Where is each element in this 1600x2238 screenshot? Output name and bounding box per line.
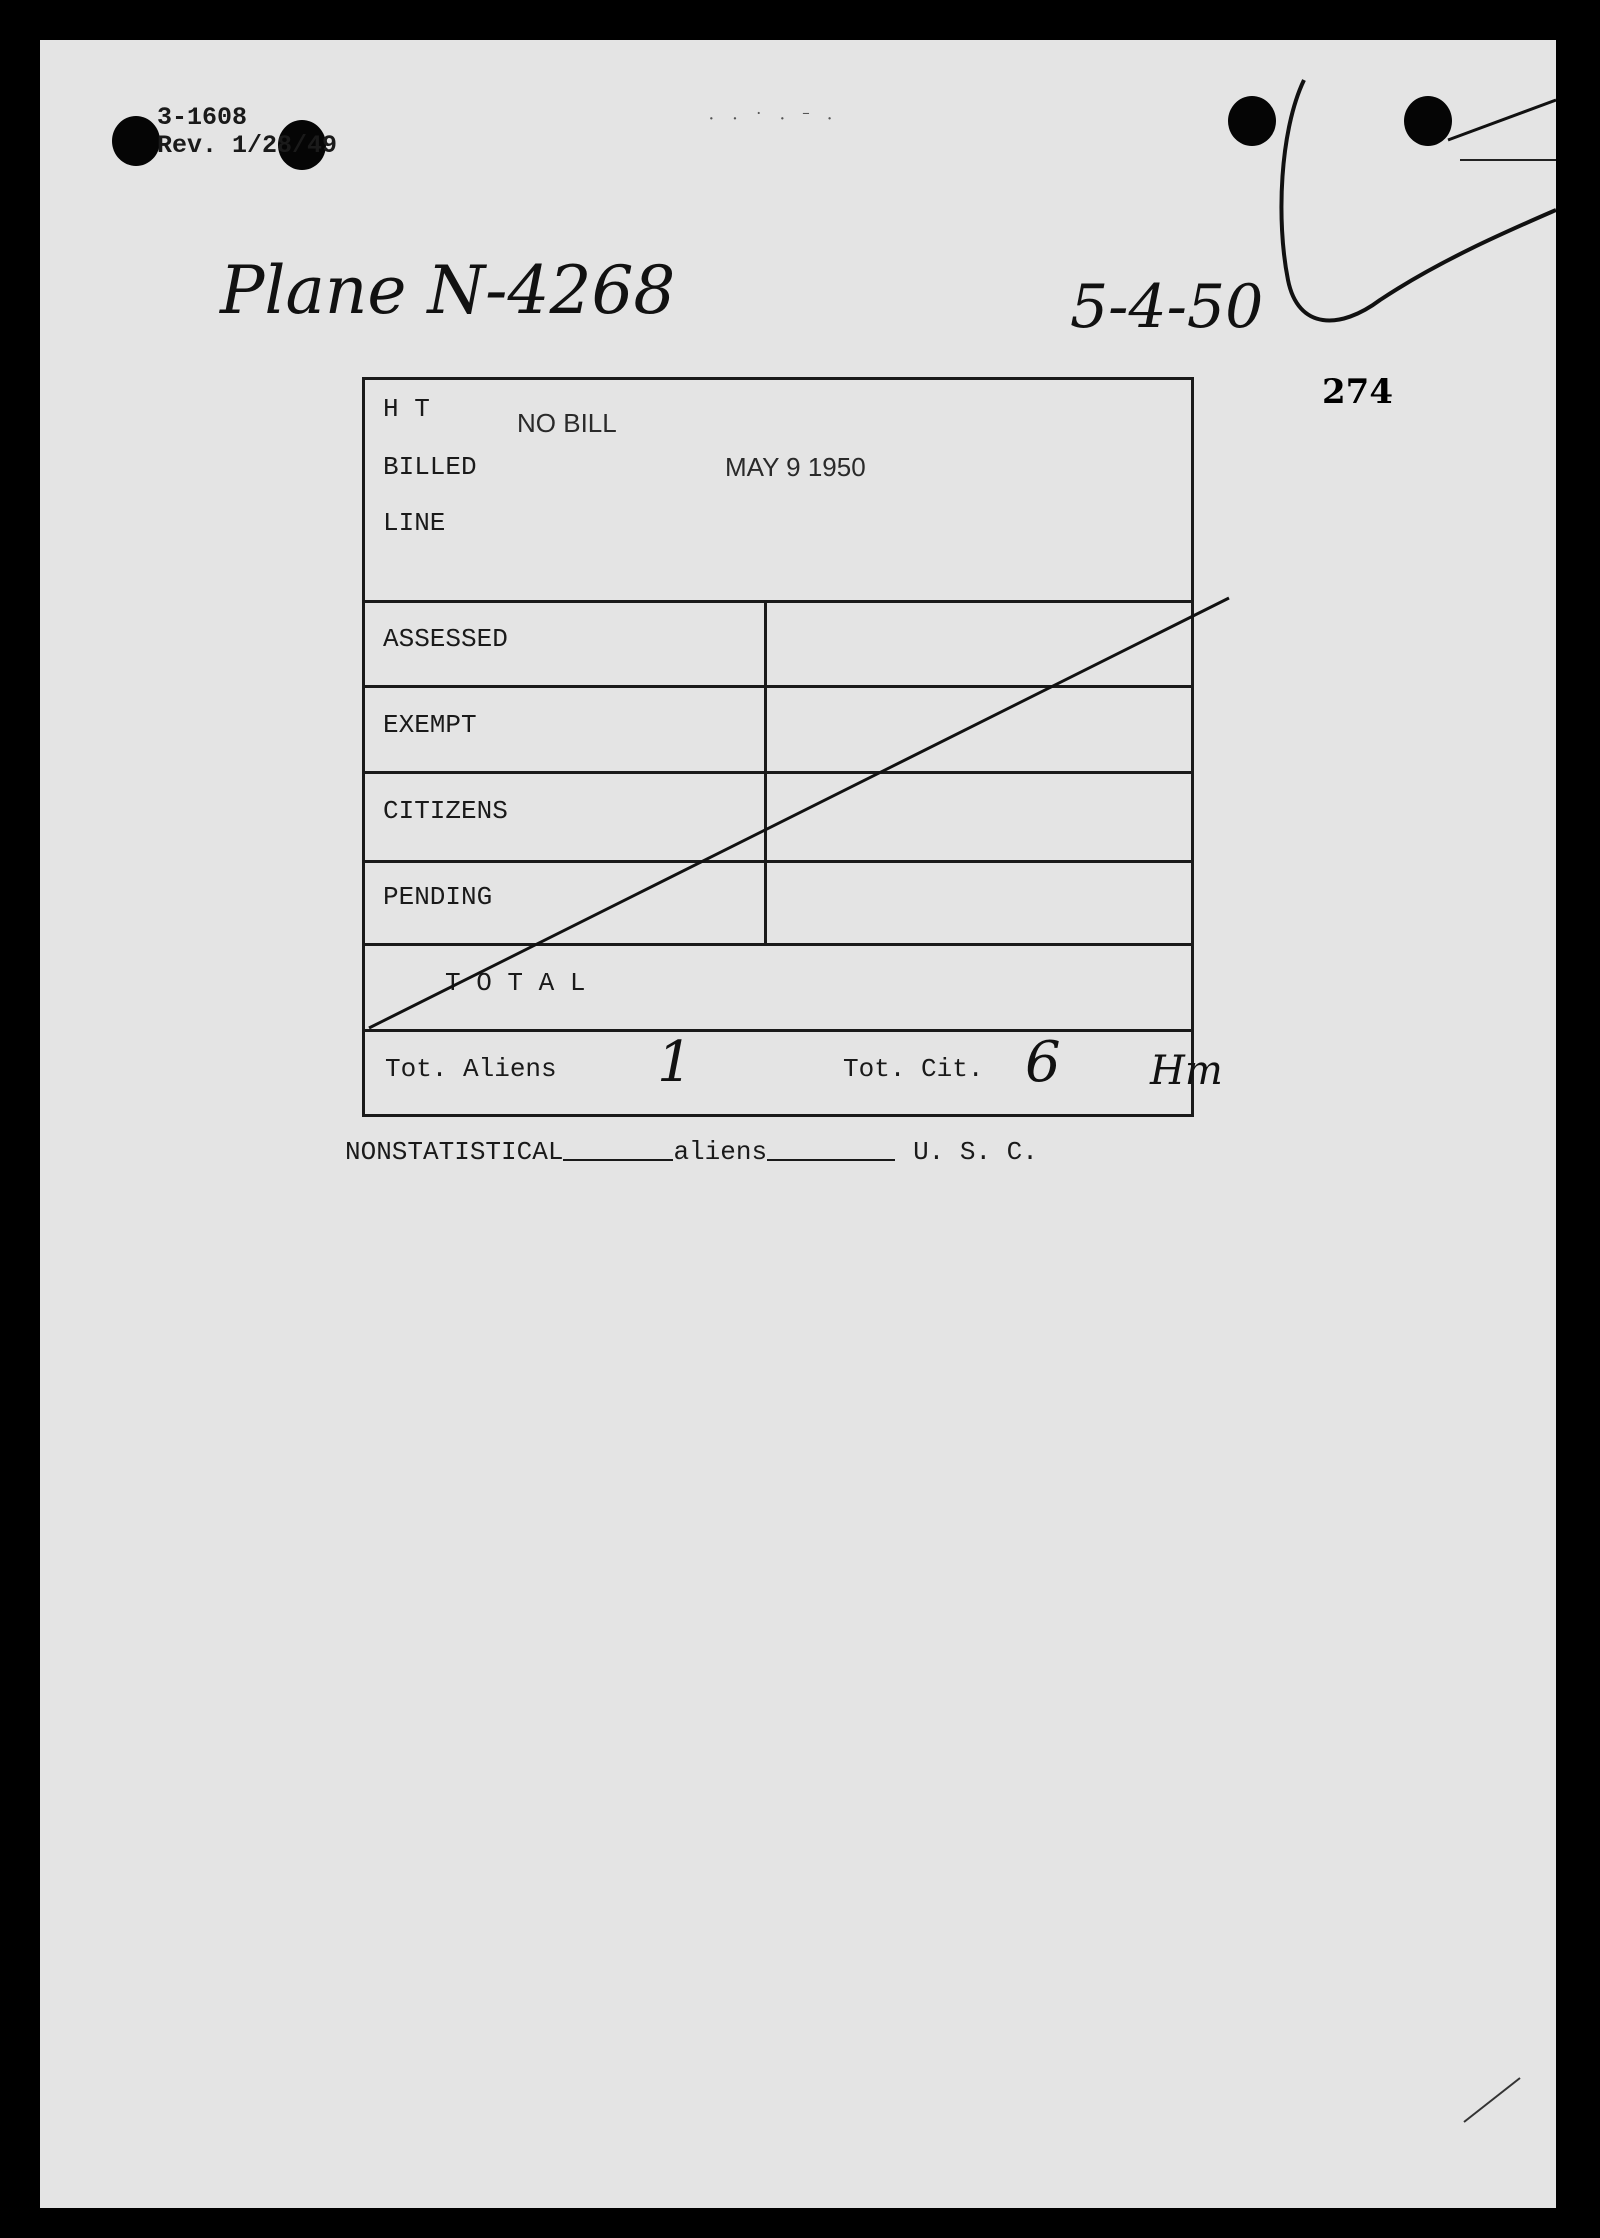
exempt-label: EXEMPT — [383, 710, 477, 740]
nonstatistical-line — [345, 1137, 1038, 1167]
total-aliens-label: Tot. Aliens — [385, 1054, 557, 1084]
form-number: 3-1608 — [157, 103, 248, 132]
document-sheet — [40, 40, 1556, 2208]
billed-label: BILLED — [383, 452, 477, 482]
total-citizens-value: 6 — [1025, 1030, 1061, 1095]
handwritten-date: 5-4-50 — [1070, 272, 1264, 342]
usc-label: U. S. C. — [913, 1137, 1038, 1167]
total-label: T O T A L — [445, 968, 586, 998]
corner-pen-mark — [1464, 2078, 1520, 2122]
margin-pen-stroke — [1448, 100, 1556, 140]
pending-label: PENDING — [383, 882, 493, 912]
form-revision: Rev. 1/28/49 — [157, 131, 338, 160]
blank-line-2 — [767, 1159, 895, 1161]
blank-line-1 — [563, 1159, 673, 1161]
line-label: LINE — [383, 508, 446, 538]
cancel-line — [365, 380, 1197, 1120]
sheet-number: 274 — [1322, 372, 1393, 412]
total-citizens-label: Tot. Cit. — [843, 1054, 984, 1084]
handwritten-initials: Hm — [1150, 1048, 1223, 1094]
total-aliens-value: 1 — [657, 1030, 693, 1095]
nonstatistical-label: NONSTATISTICAL — [345, 1137, 564, 1167]
pen-strokes — [40, 40, 1556, 2208]
faint-stamp-marks: · · ˙ · ˉ · — [708, 108, 839, 130]
aliens-label: aliens — [673, 1137, 768, 1167]
assessed-label: ASSESSED — [383, 624, 508, 654]
ht-label: H T — [383, 394, 430, 424]
handwritten-plane-number: Plane N-4268 — [220, 252, 676, 329]
date-received-stamp: MAY 9 1950 — [725, 452, 866, 482]
diagonal-cancel-stroke — [369, 598, 1229, 1028]
citizens-label: CITIZENS — [383, 796, 508, 826]
no-bill-stamp: NO BILL — [517, 408, 617, 438]
tally-form-box — [362, 377, 1194, 1117]
